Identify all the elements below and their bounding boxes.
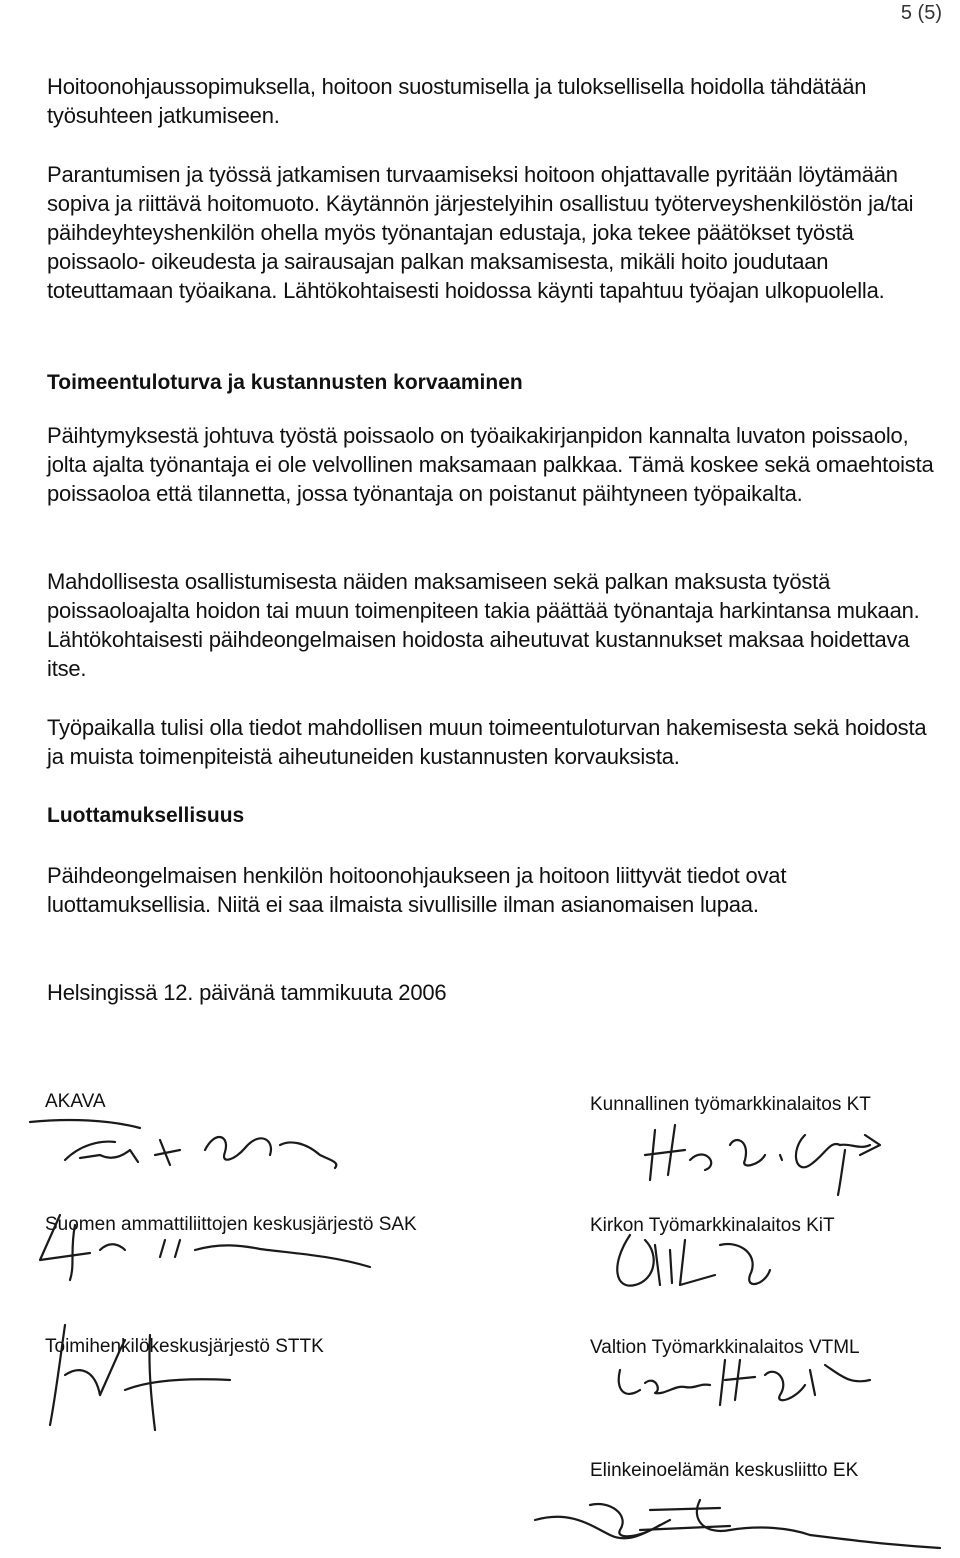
signature-sak	[30, 1205, 380, 1285]
signature-kt	[610, 1115, 910, 1200]
paragraph-payment: Mahdollisesta osallistumisesta näiden maksamiseen sekä palkan maksusta työstä poissaoloajalta hoidon tai muun toimenpiteen takia päättää työnantaja harkintansa mukaan. Lähtökohtaisesti päihdeongelmaisen hoidosta aiheutuvat kustannukset maksaa hoidettava itse.	[47, 569, 920, 681]
paragraph-arrangements: Parantumisen ja työssä jatkamisen turvaamiseksi hoitoon ohjattavalle pyritään löytämään sopiva ja riittävä hoitomuoto. Käytännön järjestelyihin osallistuu työterveyshenkilöstön ja/tai päihdeyhteyshenkilön ohella myös työnantajan edustaja, joka tekee päätökset työstä poissaolo- oikeudesta ja sairausajan palkan maksamisesta, mikäli hoito joudutaan toteuttamaan työaikana. Lähtökohtaisesti hoidossa käynti tapahtuu työajan ulkopuolella.	[47, 162, 914, 303]
heading-income-security: Toimeentuloturva ja kustannusten korvaaminen	[47, 371, 523, 394]
signatory-ek: Elinkeinoelämän keskusliitto EK	[590, 1460, 859, 1481]
signature-ek	[530, 1490, 950, 1558]
signature-vtml	[600, 1345, 900, 1415]
signatory-sttk: Toimihenkilökeskusjärjestö STTK	[45, 1336, 324, 1357]
signature-sttk	[40, 1320, 240, 1430]
heading-confidentiality: Luottamuksellisuus	[47, 804, 245, 827]
paragraph-confidentiality: Päihdeongelmaisen henkilön hoitoonohjaukseen ja hoitoon liittyvät tiedot ovat luottamuksellisia. Niitä ei saa ilmaista sivullisille ilman asianomaisen lupaa.	[47, 863, 787, 917]
signatory-vtml: Valtion Työmarkkinalaitos VTML	[590, 1337, 860, 1358]
place-and-date: Helsingissä 12. päivänä tammikuuta 2006	[47, 980, 447, 1005]
paragraph-workplace-info: Työpaikalla tulisi olla tiedot mahdollisen muun toimeentuloturvan hakemisesta sekä hoidosta ja muista toimenpiteistä aiheutuneiden kustannusten korvauksista.	[47, 715, 927, 769]
page-number: 5 (5)	[900, 2, 942, 24]
signatory-kt: Kunnallinen työmarkkinalaitos KT	[590, 1094, 871, 1115]
signature-akava	[30, 1110, 350, 1180]
paragraph-absence: Päihtymyksestä johtuva työstä poissaolo on työaikakirjanpidon kannalta luvaton poissaolo, jolta ajalta työnantaja ei ole velvollinen maksamaan palkkaa. Tämä koskee sekä omaehtoista poissaoloa että tilannetta, jossa työnantaja on poistanut päihtyneen työpaikalta.	[47, 423, 934, 506]
signatory-sak: Suomen ammattiliittojen keskusjärjestö SAK	[45, 1214, 417, 1235]
paragraph-purpose: Hoitoonohjaussopimuksella, hoitoon suostumisella ja tuloksellisella hoidolla tähdätään työsuhteen jatkumiseen.	[47, 74, 867, 128]
signatory-kit: Kirkon Työmarkkinalaitos KiT	[590, 1215, 835, 1236]
signature-kit	[600, 1215, 800, 1305]
signatory-akava: AKAVA	[45, 1091, 106, 1112]
